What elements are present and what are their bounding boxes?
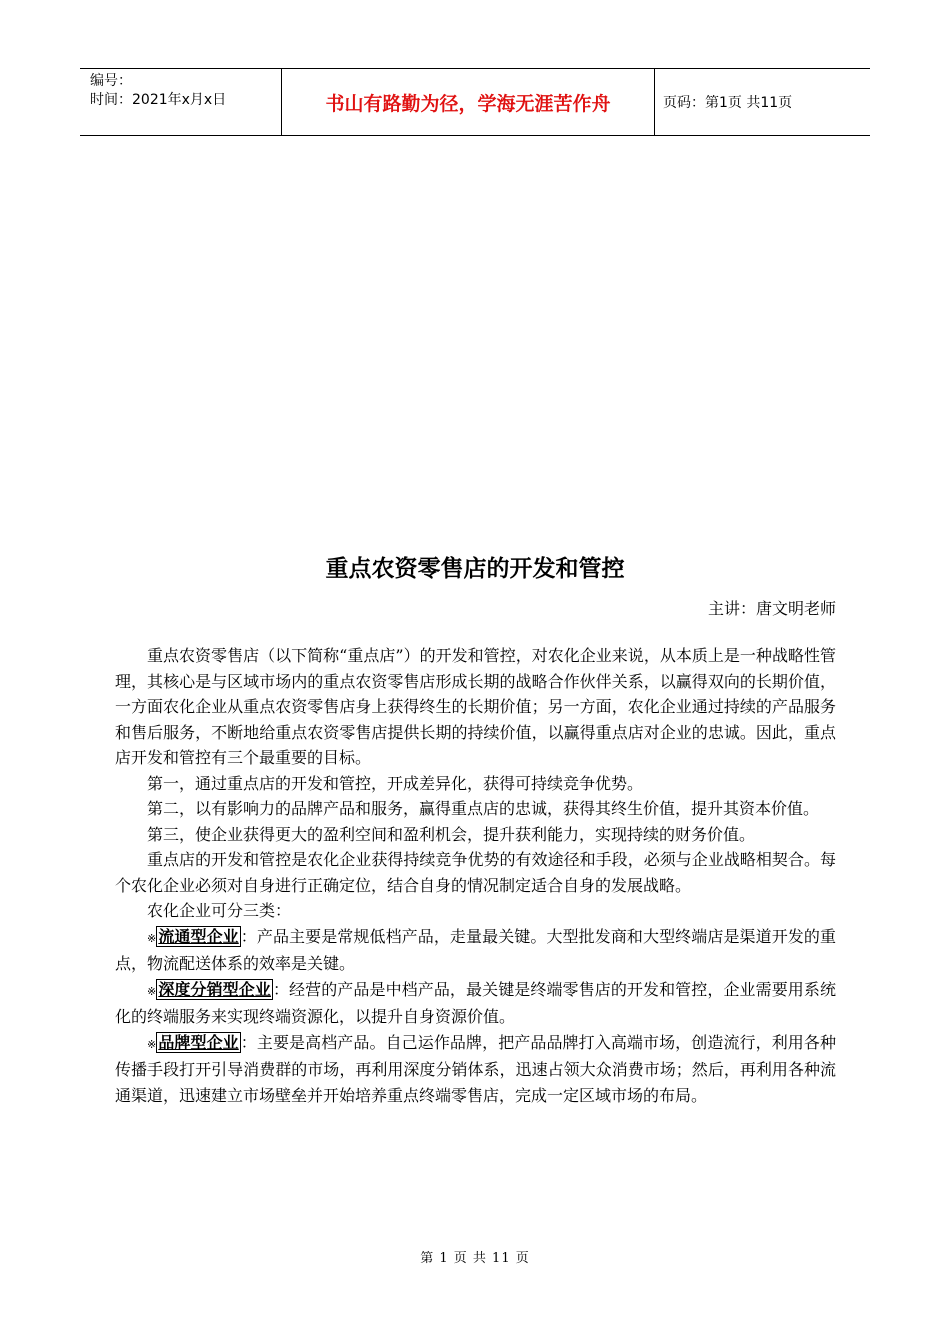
document-body — [115, 643, 836, 1108]
paragraph-goal-3: 第三，使企业获得更大的盈利空间和盈利机会，提升获利能力，实现持续的财务价值。 — [147, 824, 756, 844]
time-label: 时间：2021年x月x日 — [90, 92, 227, 108]
header-motto: 书山有路勤为径，学海无涯苦作舟 — [281, 69, 655, 135]
paragraph-strategy: 重点店的开发和管控是农化企业获得持续竞争优势的有效途径和手段，必须与企业战略相契合。每个农化企业必须对自身进行正确定位，结合自身的情况制定适合自身的发展战略。 — [115, 850, 836, 895]
document-author: 主讲：唐文明老师 — [707, 599, 836, 618]
paragraph-categories-intro: 农化企业可分三类： — [147, 901, 292, 920]
reference-mark: ※ — [147, 1037, 157, 1051]
type-3-desc: ：主要是高档产品。自己运作品牌，把产品品牌打入高端市场，创造流行，利用各种传播手段打开引导消费群的市场，再利用深度分销体系，迅速占领大众消费市场；然后，再利用各种流通渠道，迅速建立市场壁垒并开始培养重点终端零售店，完成一定区域市场的布局。 — [115, 1032, 836, 1105]
page-footer: 第 1 页 共 11 页 — [420, 1251, 530, 1266]
paragraph-type-3 — [115, 1030, 836, 1109]
header-meta — [80, 69, 281, 135]
type-1-desc: ：产品主要是常规低档产品，走量最关键。大型批发商和大型终端店是渠道开发的重点，物流配送体系的效率是关键。 — [115, 926, 836, 973]
paragraph-type-1 — [115, 924, 836, 977]
reference-mark: ※ — [147, 931, 157, 945]
paragraph-type-2 — [115, 977, 836, 1030]
type-2-desc: ：经营的产品是中档产品，最关键是终端零售店的开发和管控，企业需要用系统化的终端服务来实现终端资源化，以提升自身资源价值。 — [115, 979, 836, 1026]
reference-mark: ※ — [147, 984, 157, 998]
type-3-name: 品牌型企业 — [158, 1032, 239, 1052]
type-1-name: 流通型企业 — [158, 926, 239, 946]
paragraph-intro: 重点农资零售店（以下简称“重点店”）的开发和管控，对农化企业来说，从本质上是一种战略性管理，其核心是与区域市场内的重点农资零售店形成长期的战略合作伙伴关系，以赢得双向的长期价值，一方面农化企业从重点农资零售店身上获得终生的长期价值；另一方面，农化企业通过持续的产品服务和售后服务，不断地给重点农资零售店提供长期的持续价值，以赢得重点店对企业的忠诚。因此，重点店开发和管控有三个最重要的目标。 — [115, 646, 836, 767]
page-header — [80, 68, 870, 136]
paragraph-goal-1: 第一，通过重点店的开发和管控，开成差异化，获得可持续竞争优势。 — [147, 773, 644, 793]
number-label: 编号： — [90, 73, 132, 89]
paragraph-goal-2: 第二，以有影响力的品牌产品和服务，赢得重点店的忠诚，获得其终生价值，提升其资本价值。 — [147, 799, 820, 818]
header-page-code: 页码：第1页 共11页 — [663, 95, 793, 111]
type-2-name: 深度分销型企业 — [158, 979, 271, 999]
document-title: 重点农资零售店的开发和管控 — [325, 556, 625, 582]
